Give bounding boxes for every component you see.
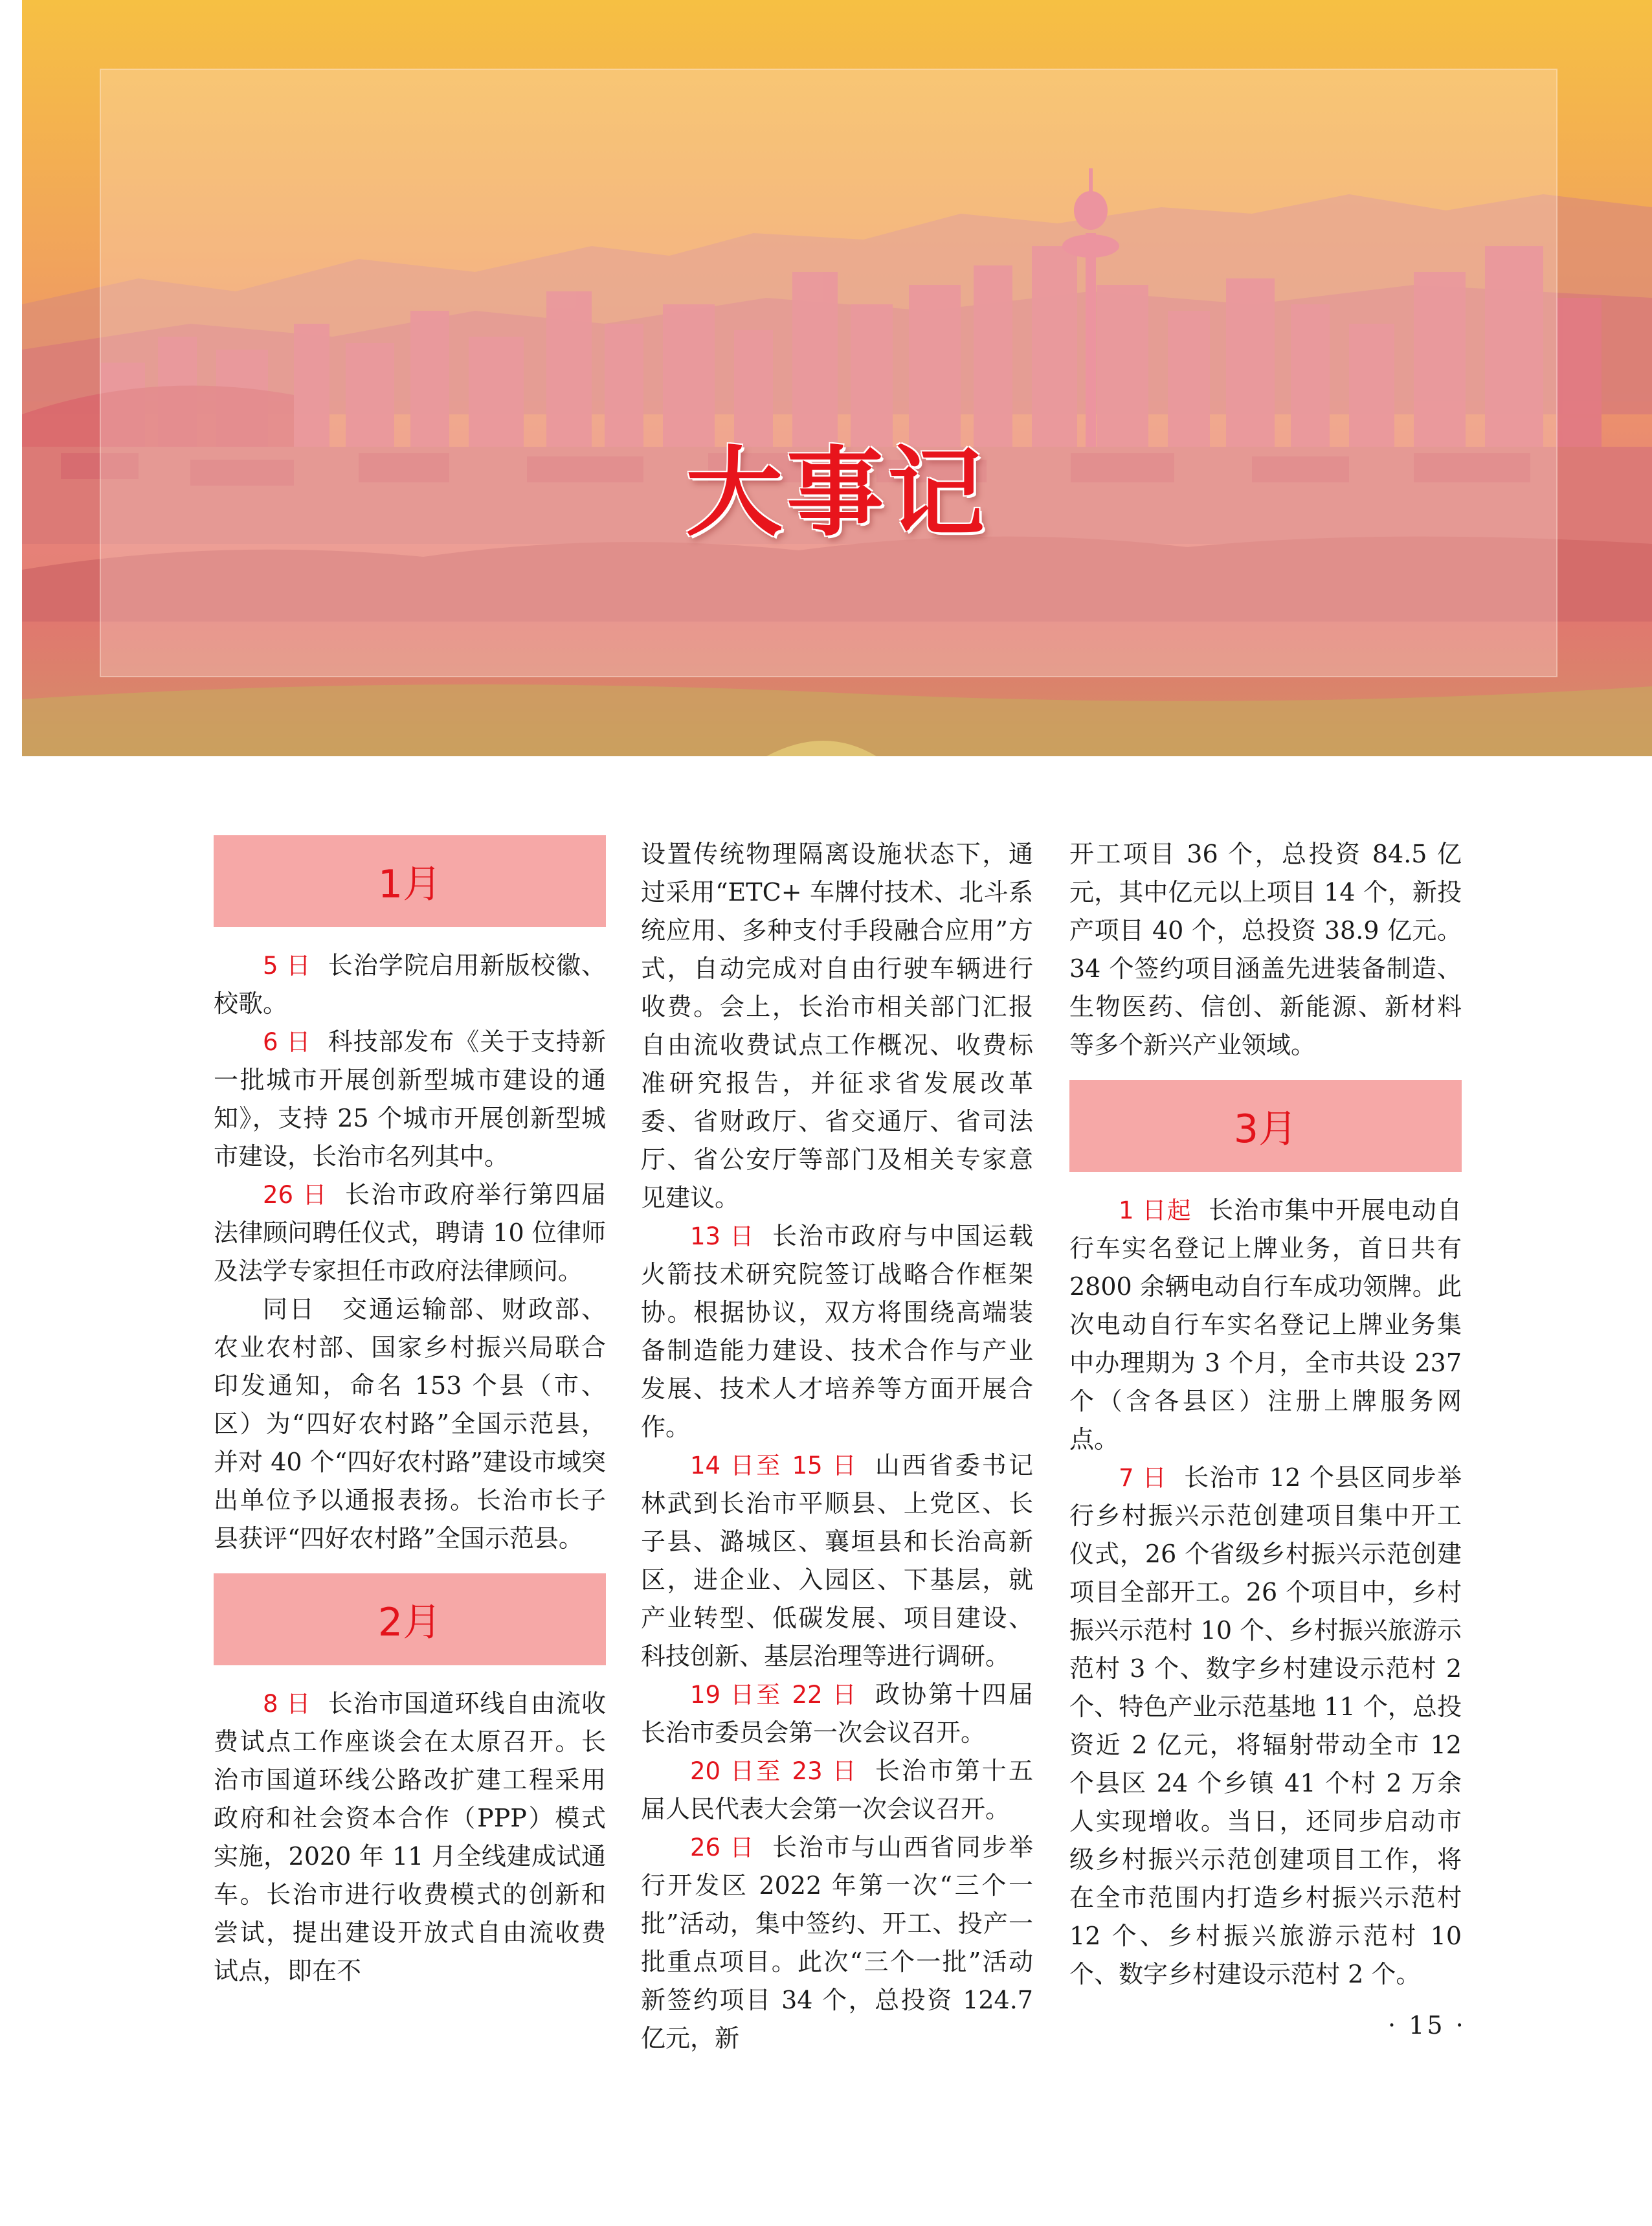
event-text: 长治学院启用新版校徽、校歌。: [214, 951, 606, 1018]
event-text: 政协第十四届长治市委员会第一次会议召开。: [641, 1680, 1033, 1747]
event-entry: [641, 1217, 1033, 1446]
event-date: 5 日: [263, 952, 311, 980]
event-entry: [641, 1828, 1033, 2058]
event-date: 20 日至 23 日: [690, 1757, 858, 1785]
event-text: 长治市政府与中国运载火箭技术研究院签订战略合作框架协。根据协议，双方将围绕高端装备制造能力建设、技术合作与产业发展、技术人才培养等方面开展合作。: [641, 1222, 1033, 1441]
event-date: 7 日: [1119, 1464, 1168, 1492]
event-date: 19 日至 22 日: [690, 1681, 858, 1709]
event-text: 同日 交通运输部、财政部、农业农村部、国家乡村振兴局联合印发通知，命名 153 个县（市、区）为“四好农村路”全国示范县，并对 40 个“四好农村路”建设市域突出单位予以通报表扬。长治市长子县获评“四好农村路”全国示范县。: [214, 1295, 606, 1553]
event-entry: [214, 1290, 606, 1558]
event-entry: [214, 1176, 606, 1290]
event-text: 长治市与山西省同步举行开发区 2022 年第一次“三个一批”活动，集中签约、开工、投产一批重点项目。此次“三个一批”活动新签约项目 34 个，总投资 124.7 亿元，新: [641, 1833, 1033, 2052]
page-title: 大事记: [685, 437, 988, 550]
column-1: [214, 835, 606, 1990]
event-text: 山西省委书记林武到长治市平顺县、上党区、长子县、潞城区、襄垣县和长治高新区，进企业、入园区、下基层，就产业转型、低碳发展、项目建设、科技创新、基层治理等进行调研。: [641, 1451, 1033, 1670]
event-entry: [641, 1446, 1033, 1676]
event-entry: [214, 1685, 606, 1990]
column-2: [641, 835, 1033, 2058]
event-continuation: 开工项目 36 个，总投资 84.5 亿元，其中亿元以上项目 14 个，新投产项目 40 个，总投资 38.9 亿元。34 个签约项目涵盖先进装备制造、生物医药、信创、新能源、新材料等多个新兴产业领域。: [1069, 840, 1462, 1059]
event-text: 长治市 12 个县区同步举行乡村振兴示范创建项目集中开工仪式，26 个省级乡村振兴示范创建项目全部开工。26 个项目中，乡村振兴示范村 10 个、乡村振兴旅游示范村 3 个、数字乡村建设示范村 2 个、特色产业示范基地 11 个，总投资近 2 亿元，将辐射带动全市 12 个县区 24 个乡镇 41 个村 2 万余人实现增收。当日，还同步启动市级乡村振兴示范创建项目工作，将在全市范围内打造乡村振兴示范村 12 个、乡村振兴旅游示范村 10 个、数字乡村建设示范村 2 个。: [1069, 1463, 1462, 1988]
event-entry: [641, 1676, 1033, 1752]
event-entry: [1069, 1459, 1462, 1994]
event-date: 14 日至 15 日: [690, 1452, 858, 1479]
event-text: 科技部发布《关于支持新一批城市开展创新型城市建设的通知》，支持 25 个城市开展创新型城市建设，长治市名列其中。: [214, 1028, 606, 1171]
event-entry: [1069, 1191, 1462, 1459]
event-date: 26 日: [263, 1181, 328, 1209]
month-heading-february: 2月: [214, 1573, 606, 1665]
event-entry: [214, 1023, 606, 1176]
event-date: 8 日: [263, 1690, 311, 1718]
event-text: 长治市集中开展电动自行车实名登记上牌业务，首日共有 2800 余辆电动自行车成功领牌。此次电动自行车实名登记上牌业务集中办理期为 3 个月，全市共设 237 个（含各县区）注册上牌服务网点。: [1069, 1196, 1462, 1454]
banner-frame: [100, 69, 1557, 677]
month-heading-january: 1月: [214, 835, 606, 927]
event-date: 13 日: [690, 1222, 755, 1250]
event-text: 长治市第十五届人民代表大会第一次会议召开。: [641, 1757, 1033, 1823]
column-3: [1069, 835, 1462, 1994]
event-text: 长治市国道环线自由流收费试点工作座谈会在太原召开。长治市国道环线公路改扩建工程采用政府和社会资本合作（PPP）模式实施，2020 年 11 月全线建成试通车。长治市进行收费模式的创新和尝试，提出建设开放式自由流收费试点，即在不: [214, 1689, 606, 1985]
month-heading-march: 3月: [1069, 1080, 1462, 1172]
event-entry: [214, 947, 606, 1023]
page-number: · 15 ·: [1388, 2011, 1466, 2040]
event-date: 6 日: [263, 1028, 311, 1056]
event-entry: [641, 1752, 1033, 1828]
event-text: 长治市政府举行第四届法律顾问聘任仪式，聘请 10 位律师及法学专家担任市政府法律顾问。: [214, 1180, 606, 1285]
event-date: 26 日: [690, 1834, 755, 1861]
event-date: 1 日起: [1119, 1197, 1192, 1224]
event-continuation: 设置传统物理隔离设施状态下，通过采用“ETC+ 车牌付技术、北斗系统应用、多种支付手段融合应用”方式，自动完成对自由行驶车辆进行收费。会上，长治市相关部门汇报自由流收费试点工作概况、收费标准研究报告，并征求省发展改革委、省财政厅、省交通厅、省司法厅、省公安厅等部门及相关专家意见建议。: [641, 840, 1033, 1212]
header-banner: [22, 0, 1652, 756]
